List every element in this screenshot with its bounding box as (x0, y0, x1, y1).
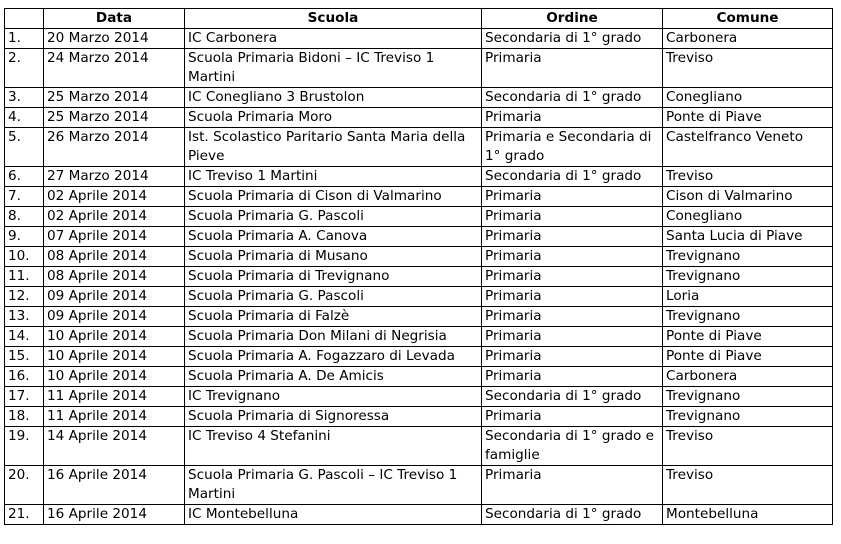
cell-scuola: IC Montebelluna (185, 505, 482, 525)
table-row (5, 128, 833, 167)
cell-data: 10 Aprile 2014 (44, 367, 185, 387)
cell-ordine: Secondaria di 1° grado (482, 505, 663, 525)
cell-ordine: Primaria (482, 187, 663, 207)
cell-data: 25 Marzo 2014 (44, 88, 185, 108)
cell-data: 16 Aprile 2014 (44, 466, 185, 505)
cell-ordine: Primaria (482, 287, 663, 307)
cell-ordine: Primaria (482, 327, 663, 347)
cell-scuola: Scuola Primaria A. Fogazzaro di Levada (185, 347, 482, 367)
header-num (5, 9, 44, 29)
header-data: Data (44, 9, 185, 29)
cell-num: 9. (5, 227, 44, 247)
table-row (5, 108, 833, 128)
cell-num: 1. (5, 29, 44, 49)
table-row (5, 29, 833, 49)
table-row (5, 505, 833, 525)
cell-ordine: Secondaria di 1° grado (482, 387, 663, 407)
cell-num: 14. (5, 327, 44, 347)
cell-scuola: Scuola Primaria A. Canova (185, 227, 482, 247)
cell-scuola: Scuola Primaria G. Pascoli (185, 287, 482, 307)
table-row (5, 207, 833, 227)
cell-data: 16 Aprile 2014 (44, 505, 185, 525)
cell-comune: Trevignano (663, 407, 833, 427)
cell-num: 8. (5, 207, 44, 227)
cell-comune: Loria (663, 287, 833, 307)
cell-data: 10 Aprile 2014 (44, 347, 185, 367)
cell-comune: Trevignano (663, 387, 833, 407)
cell-data: 02 Aprile 2014 (44, 187, 185, 207)
cell-data: 14 Aprile 2014 (44, 427, 185, 466)
table-row (5, 367, 833, 387)
table-row (5, 167, 833, 187)
cell-scuola: Scuola Primaria di Trevignano (185, 267, 482, 287)
cell-data: 27 Marzo 2014 (44, 167, 185, 187)
table-row (5, 267, 833, 287)
cell-ordine: Secondaria di 1° grado (482, 29, 663, 49)
cell-scuola: IC Carbonera (185, 29, 482, 49)
table-row (5, 327, 833, 347)
cell-ordine: Primaria (482, 267, 663, 287)
table-row (5, 88, 833, 108)
cell-num: 10. (5, 247, 44, 267)
cell-comune: Treviso (663, 49, 833, 88)
cell-data: 07 Aprile 2014 (44, 227, 185, 247)
cell-ordine: Primaria (482, 407, 663, 427)
cell-comune: Santa Lucia di Piave (663, 227, 833, 247)
header-ordine: Ordine (482, 9, 663, 29)
cell-num: 17. (5, 387, 44, 407)
table-row (5, 49, 833, 88)
cell-num: 13. (5, 307, 44, 327)
cell-num: 11. (5, 267, 44, 287)
cell-scuola: Scuola Primaria di Signoressa (185, 407, 482, 427)
cell-data: 26 Marzo 2014 (44, 128, 185, 167)
cell-num: 6. (5, 167, 44, 187)
cell-scuola: Scuola Primaria G. Pascoli – IC Treviso 1 Martini (185, 466, 482, 505)
cell-comune: Trevignano (663, 307, 833, 327)
cell-comune: Ponte di Piave (663, 108, 833, 128)
cell-comune: Castelfranco Veneto (663, 128, 833, 167)
cell-ordine: Secondaria di 1° grado (482, 88, 663, 108)
cell-data: 25 Marzo 2014 (44, 108, 185, 128)
cell-data: 09 Aprile 2014 (44, 287, 185, 307)
cell-ordine: Primaria (482, 227, 663, 247)
cell-scuola: IC Trevignano (185, 387, 482, 407)
cell-scuola: Scuola Primaria Moro (185, 108, 482, 128)
header-scuola: Scuola (185, 9, 482, 29)
cell-num: 15. (5, 347, 44, 367)
cell-num: 7. (5, 187, 44, 207)
cell-ordine: Primaria (482, 347, 663, 367)
cell-ordine: Secondaria di 1° grado e famiglie (482, 427, 663, 466)
schedule-table (4, 8, 833, 525)
cell-comune: Ponte di Piave (663, 347, 833, 367)
cell-num: 5. (5, 128, 44, 167)
cell-scuola: Scuola Primaria di Falzè (185, 307, 482, 327)
table-row (5, 227, 833, 247)
cell-ordine: Primaria (482, 247, 663, 267)
cell-num: 21. (5, 505, 44, 525)
cell-scuola: Scuola Primaria di Cison di Valmarino (185, 187, 482, 207)
cell-scuola: IC Conegliano 3 Brustolon (185, 88, 482, 108)
cell-data: 24 Marzo 2014 (44, 49, 185, 88)
cell-num: 4. (5, 108, 44, 128)
cell-ordine: Primaria (482, 49, 663, 88)
cell-data: 11 Aprile 2014 (44, 387, 185, 407)
cell-comune: Montebelluna (663, 505, 833, 525)
cell-num: 19. (5, 427, 44, 466)
header-row (5, 9, 833, 29)
cell-comune: Treviso (663, 167, 833, 187)
cell-comune: Conegliano (663, 207, 833, 227)
cell-num: 2. (5, 49, 44, 88)
cell-scuola: Scuola Primaria di Musano (185, 247, 482, 267)
cell-data: 08 Aprile 2014 (44, 247, 185, 267)
cell-comune: Carbonera (663, 29, 833, 49)
cell-num: 3. (5, 88, 44, 108)
cell-scuola: Scuola Primaria Don Milani di Negrisia (185, 327, 482, 347)
cell-data: 11 Aprile 2014 (44, 407, 185, 427)
cell-comune: Carbonera (663, 367, 833, 387)
cell-comune: Ponte di Piave (663, 327, 833, 347)
cell-scuola: IC Treviso 1 Martini (185, 167, 482, 187)
table-row (5, 347, 833, 367)
cell-comune: Treviso (663, 466, 833, 505)
table-row (5, 427, 833, 466)
table-row (5, 387, 833, 407)
cell-scuola: IC Treviso 4 Stefanini (185, 427, 482, 466)
cell-data: 02 Aprile 2014 (44, 207, 185, 227)
table-row (5, 307, 833, 327)
cell-scuola: Ist. Scolastico Paritario Santa Maria della Pieve (185, 128, 482, 167)
cell-ordine: Primaria e Secondaria di 1° grado (482, 128, 663, 167)
cell-scuola: Scuola Primaria A. De Amicis (185, 367, 482, 387)
cell-num: 18. (5, 407, 44, 427)
cell-ordine: Primaria (482, 367, 663, 387)
header-comune: Comune (663, 9, 833, 29)
table-row (5, 466, 833, 505)
cell-data: 20 Marzo 2014 (44, 29, 185, 49)
cell-ordine: Primaria (482, 207, 663, 227)
cell-ordine: Secondaria di 1° grado (482, 167, 663, 187)
cell-scuola: Scuola Primaria Bidoni – IC Treviso 1 Martini (185, 49, 482, 88)
cell-num: 12. (5, 287, 44, 307)
cell-ordine: Primaria (482, 466, 663, 505)
cell-scuola: Scuola Primaria G. Pascoli (185, 207, 482, 227)
cell-comune: Trevignano (663, 267, 833, 287)
cell-data: 09 Aprile 2014 (44, 307, 185, 327)
cell-data: 10 Aprile 2014 (44, 327, 185, 347)
table-row (5, 407, 833, 427)
table-row (5, 287, 833, 307)
cell-comune: Treviso (663, 427, 833, 466)
cell-ordine: Primaria (482, 108, 663, 128)
table-row (5, 247, 833, 267)
cell-comune: Trevignano (663, 247, 833, 267)
cell-num: 16. (5, 367, 44, 387)
cell-num: 20. (5, 466, 44, 505)
cell-comune: Cison di Valmarino (663, 187, 833, 207)
cell-comune: Conegliano (663, 88, 833, 108)
table-row (5, 187, 833, 207)
cell-ordine: Primaria (482, 307, 663, 327)
cell-data: 08 Aprile 2014 (44, 267, 185, 287)
